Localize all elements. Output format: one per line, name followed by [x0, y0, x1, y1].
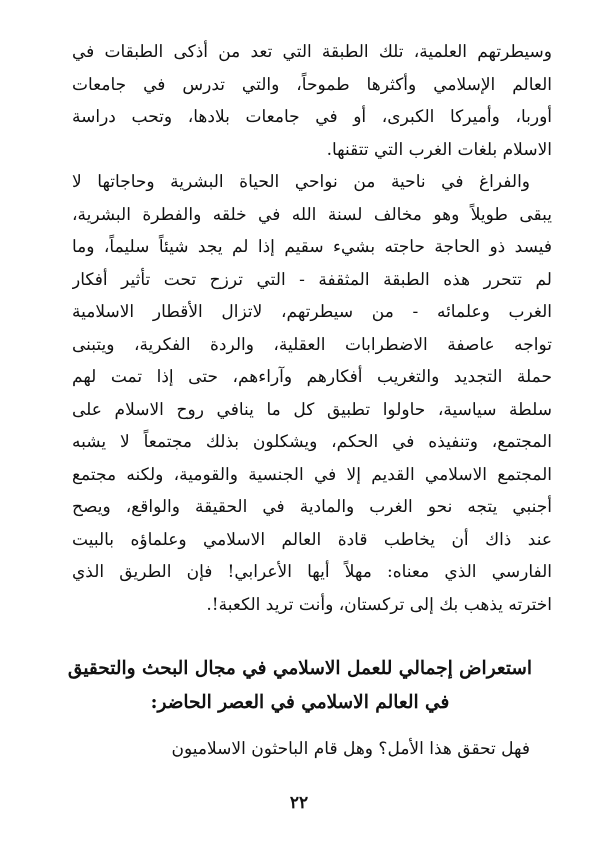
text-line: أجنبي يتجه نحو الغرب والمادية في الحقيقة والواقع، ويصح	[72, 497, 552, 517]
text-line: سلطة سياسية، حاولوا تطبيق كل ما ينافي روح الاسلام على	[72, 399, 552, 420]
text-line: اخترته يذهب بك إلى تركستان، وأنت تريد الكعبة!.	[206, 594, 552, 615]
text-line: فيسد ذو الحاجة حاجته بشيء سقيم إذا لم يجد شيئاً سليماً، وما	[72, 237, 552, 257]
text-line: المجتمع، وتنفيذه في الحكم، ويشكلون بذلك مجتمعاً لا يشبه	[72, 432, 552, 452]
text-line: المجتمع الاسلامي القديم إلا في الجنسية والقومية، ولكنه مجتمع	[72, 464, 552, 485]
text-line: أوربا، وأميركا الكبرى، أو في جامعات بلادها، وتحب دراسة	[72, 107, 552, 127]
body-text-continued	[72, 733, 552, 766]
text-line: فهل تحقق هذا الأمل؟ وهل قام الباحثون الاسلاميون	[171, 739, 530, 759]
text-line: الفارسي الذي معناه: مهلاً أيها الأعرابي! فإن الطريق الذي	[72, 562, 552, 582]
text-line: عند ذاك أن يخاطب قادة العالم الاسلامي وعلماؤه بالبيت	[72, 529, 552, 550]
text-line: الغرب وعلمائه - من سيطرتهم، لاتزال الأقطار الاسلامية	[72, 302, 552, 322]
text-line: لم تتحرر هذه الطبقة المثقفة - التي ترزح تحت تأثير أفكار	[72, 269, 552, 290]
text-line: وسيطرتهم العلمية، تلك الطبقة التي تعد من أذكى الطبقات في	[72, 42, 552, 62]
page-number: ٢٢	[289, 793, 309, 813]
heading-line: استعراض إجمالي للعمل الاسلامي في مجال البحث والتحقيق	[67, 658, 533, 679]
section-heading	[40, 652, 560, 720]
text-line: الاسلام بلغات الغرب التي تتقنها.	[326, 139, 552, 160]
body-text	[72, 36, 552, 621]
text-line: تواجه عاصفة الاضطرابات العقلية، والردة الفكرية، ويتبنى	[72, 334, 552, 355]
text-line: يبقى طويلاً وهو مخالف لسنة الله في خلقه والفطرة البشرية،	[72, 204, 552, 225]
text-line: العالم الإسلامي وأكثرها طموحاً، والتي تدرس في جامعات	[72, 74, 552, 95]
text-line: حملة التجديد والتغريب أفكارهم وآراءهم، حتى إذا تمت لهم	[72, 367, 552, 387]
text-line: والفراغ في ناحية من نواحي الحياة البشرية وحاجاتها لا	[72, 172, 530, 192]
heading-line: في العالم الاسلامي في العصر الحاضر:	[150, 692, 450, 713]
